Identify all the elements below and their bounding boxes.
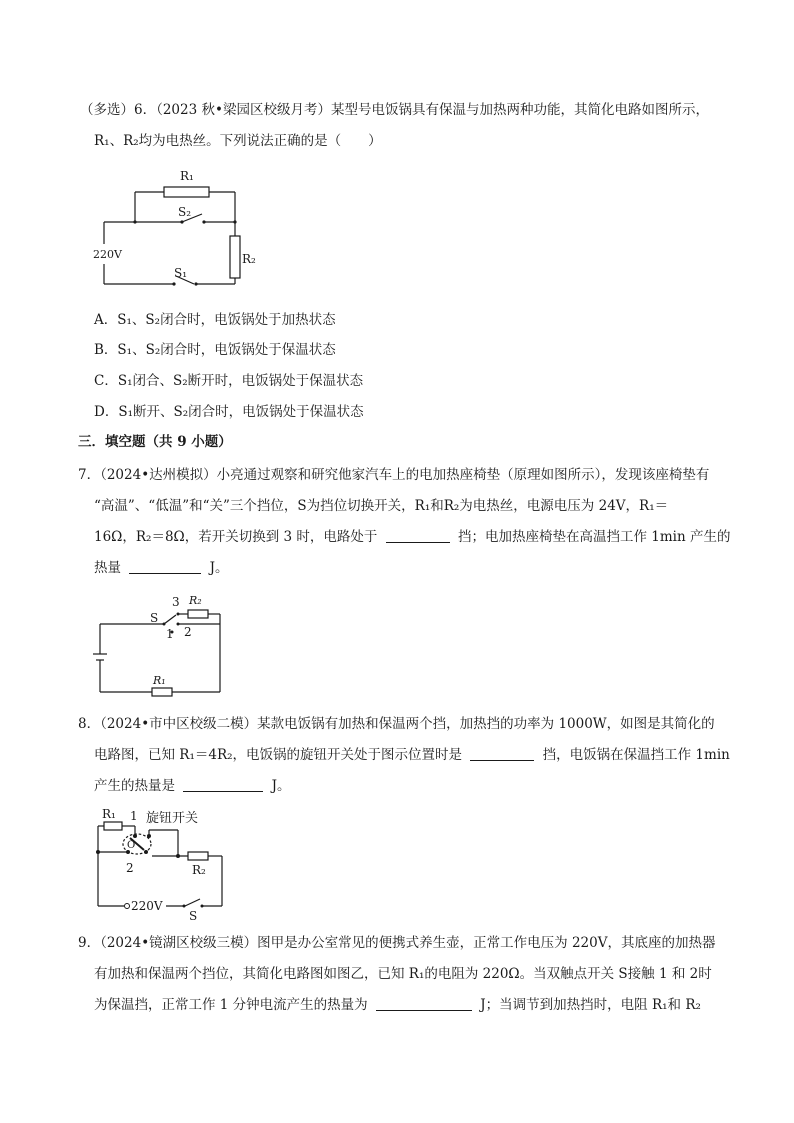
q7-label-3: 3 xyxy=(172,595,180,609)
q7-stem-line2: “高温”、“低温”和“关”三个挡位，S为挡位切换开关，R₁和R₂为电热丝，电源电压为 24V，R₁＝ xyxy=(94,498,669,514)
q6-option-a: A．S₁、S₂闭合时，电饭锅处于加热状态 xyxy=(94,312,336,328)
q8-stem-line2 xyxy=(94,745,730,765)
q8-text-2b: 挡，电饭锅在保温挡工作 1min xyxy=(542,747,730,763)
q7-stem-line1: 7．（2024•达州模拟）小亮通过观察和研究他家汽车上的电加热座椅垫（原理如图所示），发现该座椅垫有 xyxy=(78,467,710,483)
q8-label-2: 2 xyxy=(126,861,134,875)
q8-circuit-diagram xyxy=(90,800,240,922)
q8-label-r2: R₂ xyxy=(192,863,206,877)
section-heading-fill-in: 三．填空题（共 9 小题） xyxy=(78,434,232,450)
q7-stem-line4 xyxy=(94,558,229,578)
q7-label-r2: R₂ xyxy=(189,594,202,607)
q6-label-s1: S₁ xyxy=(174,266,188,280)
q9-stem-line1: 9．（2024•镜湖区校级三模）图甲是办公室常见的便携式养生壶，正常工作电压为 220V，其底座的加热器 xyxy=(78,935,716,951)
q8-stem-line1: 8．（2024•市中区校级二模）某款电饭锅有加热和保温两个挡，加热挡的功率为 1000W，如图是其简化的 xyxy=(78,716,715,732)
q8-answer-blank-1[interactable] xyxy=(470,746,534,761)
q8-stem-line3 xyxy=(94,776,291,796)
q7-text-3a: 16Ω，R₂＝8Ω，若开关切换到 3 时，电路处于 xyxy=(94,529,378,545)
q7-label-1: 1 xyxy=(166,627,174,641)
q7-text-4b: J。 xyxy=(209,560,229,576)
q6-label-voltage: 220V xyxy=(93,248,122,261)
q8-text-2a: 电路图，已知 R₁＝4R₂，电饭锅的旋钮开关处于图示位置时是 xyxy=(94,747,463,763)
q6-stem-line2: R₁、R₂均为电热丝。下列说法正确的是（ ） xyxy=(94,133,382,149)
q8-label-knob-switch: 旋钮开关 xyxy=(146,811,199,826)
q7-stem-line3 xyxy=(94,527,731,547)
q9-text-3a: 为保温挡，正常工作 1 分钟电流产生的热量为 xyxy=(94,997,368,1013)
q6-circuit-diagram xyxy=(90,160,270,295)
q9-stem-line3 xyxy=(94,995,701,1015)
q8-answer-blank-2[interactable] xyxy=(183,777,263,792)
q6-label-r1: R₁ xyxy=(180,169,194,183)
q9-text-3b: J；当调节到加热挡时，电阻 R₁和 R₂ xyxy=(480,997,701,1013)
q8-label-s: S xyxy=(189,909,198,922)
q7-label-r1: R₁ xyxy=(153,674,166,687)
q8-label-o: O xyxy=(127,840,136,851)
q6-option-b: B．S₁、S₂闭合时，电饭锅处于保温状态 xyxy=(94,342,336,358)
q8-label-1: 1 xyxy=(130,809,138,823)
q8-text-3b: J。 xyxy=(271,778,291,794)
q6-stem-line1: （多选）6．（2023 秋•梁园区校级月考）某型号电饭锅具有保温与加热两种功能，其简化电路如图所示， xyxy=(80,102,709,118)
q9-stem-line2: 有加热和保温两个挡位，其简化电路图如图乙，已知 R₁的电阻为 220Ω。当双触点开关 S接触 1 和 2时 xyxy=(94,966,712,982)
q6-option-d: D．S₁断开、S₂闭合时，电饭锅处于保温状态 xyxy=(94,404,364,420)
q7-label-s: S xyxy=(150,611,159,625)
q8-label-voltage: 220V xyxy=(131,899,163,913)
q7-answer-blank-1[interactable] xyxy=(386,528,450,543)
q7-text-4a: 热量 xyxy=(94,560,121,576)
q7-text-3b: 挡；电加热座椅垫在高温挡工作 1min 产生的 xyxy=(458,529,731,545)
q6-label-r2: R₂ xyxy=(242,252,256,266)
q8-label-r1: R₁ xyxy=(102,807,116,821)
q8-text-3a: 产生的热量是 xyxy=(94,778,175,794)
q9-answer-blank-1[interactable] xyxy=(376,996,472,1011)
q7-circuit-diagram xyxy=(90,588,230,698)
q6-option-c: C．S₁闭合、S₂断开时，电饭锅处于保温状态 xyxy=(94,373,364,389)
q6-label-s2: S₂ xyxy=(178,205,192,219)
q7-answer-blank-2[interactable] xyxy=(129,559,201,574)
q7-label-2: 2 xyxy=(184,625,192,639)
